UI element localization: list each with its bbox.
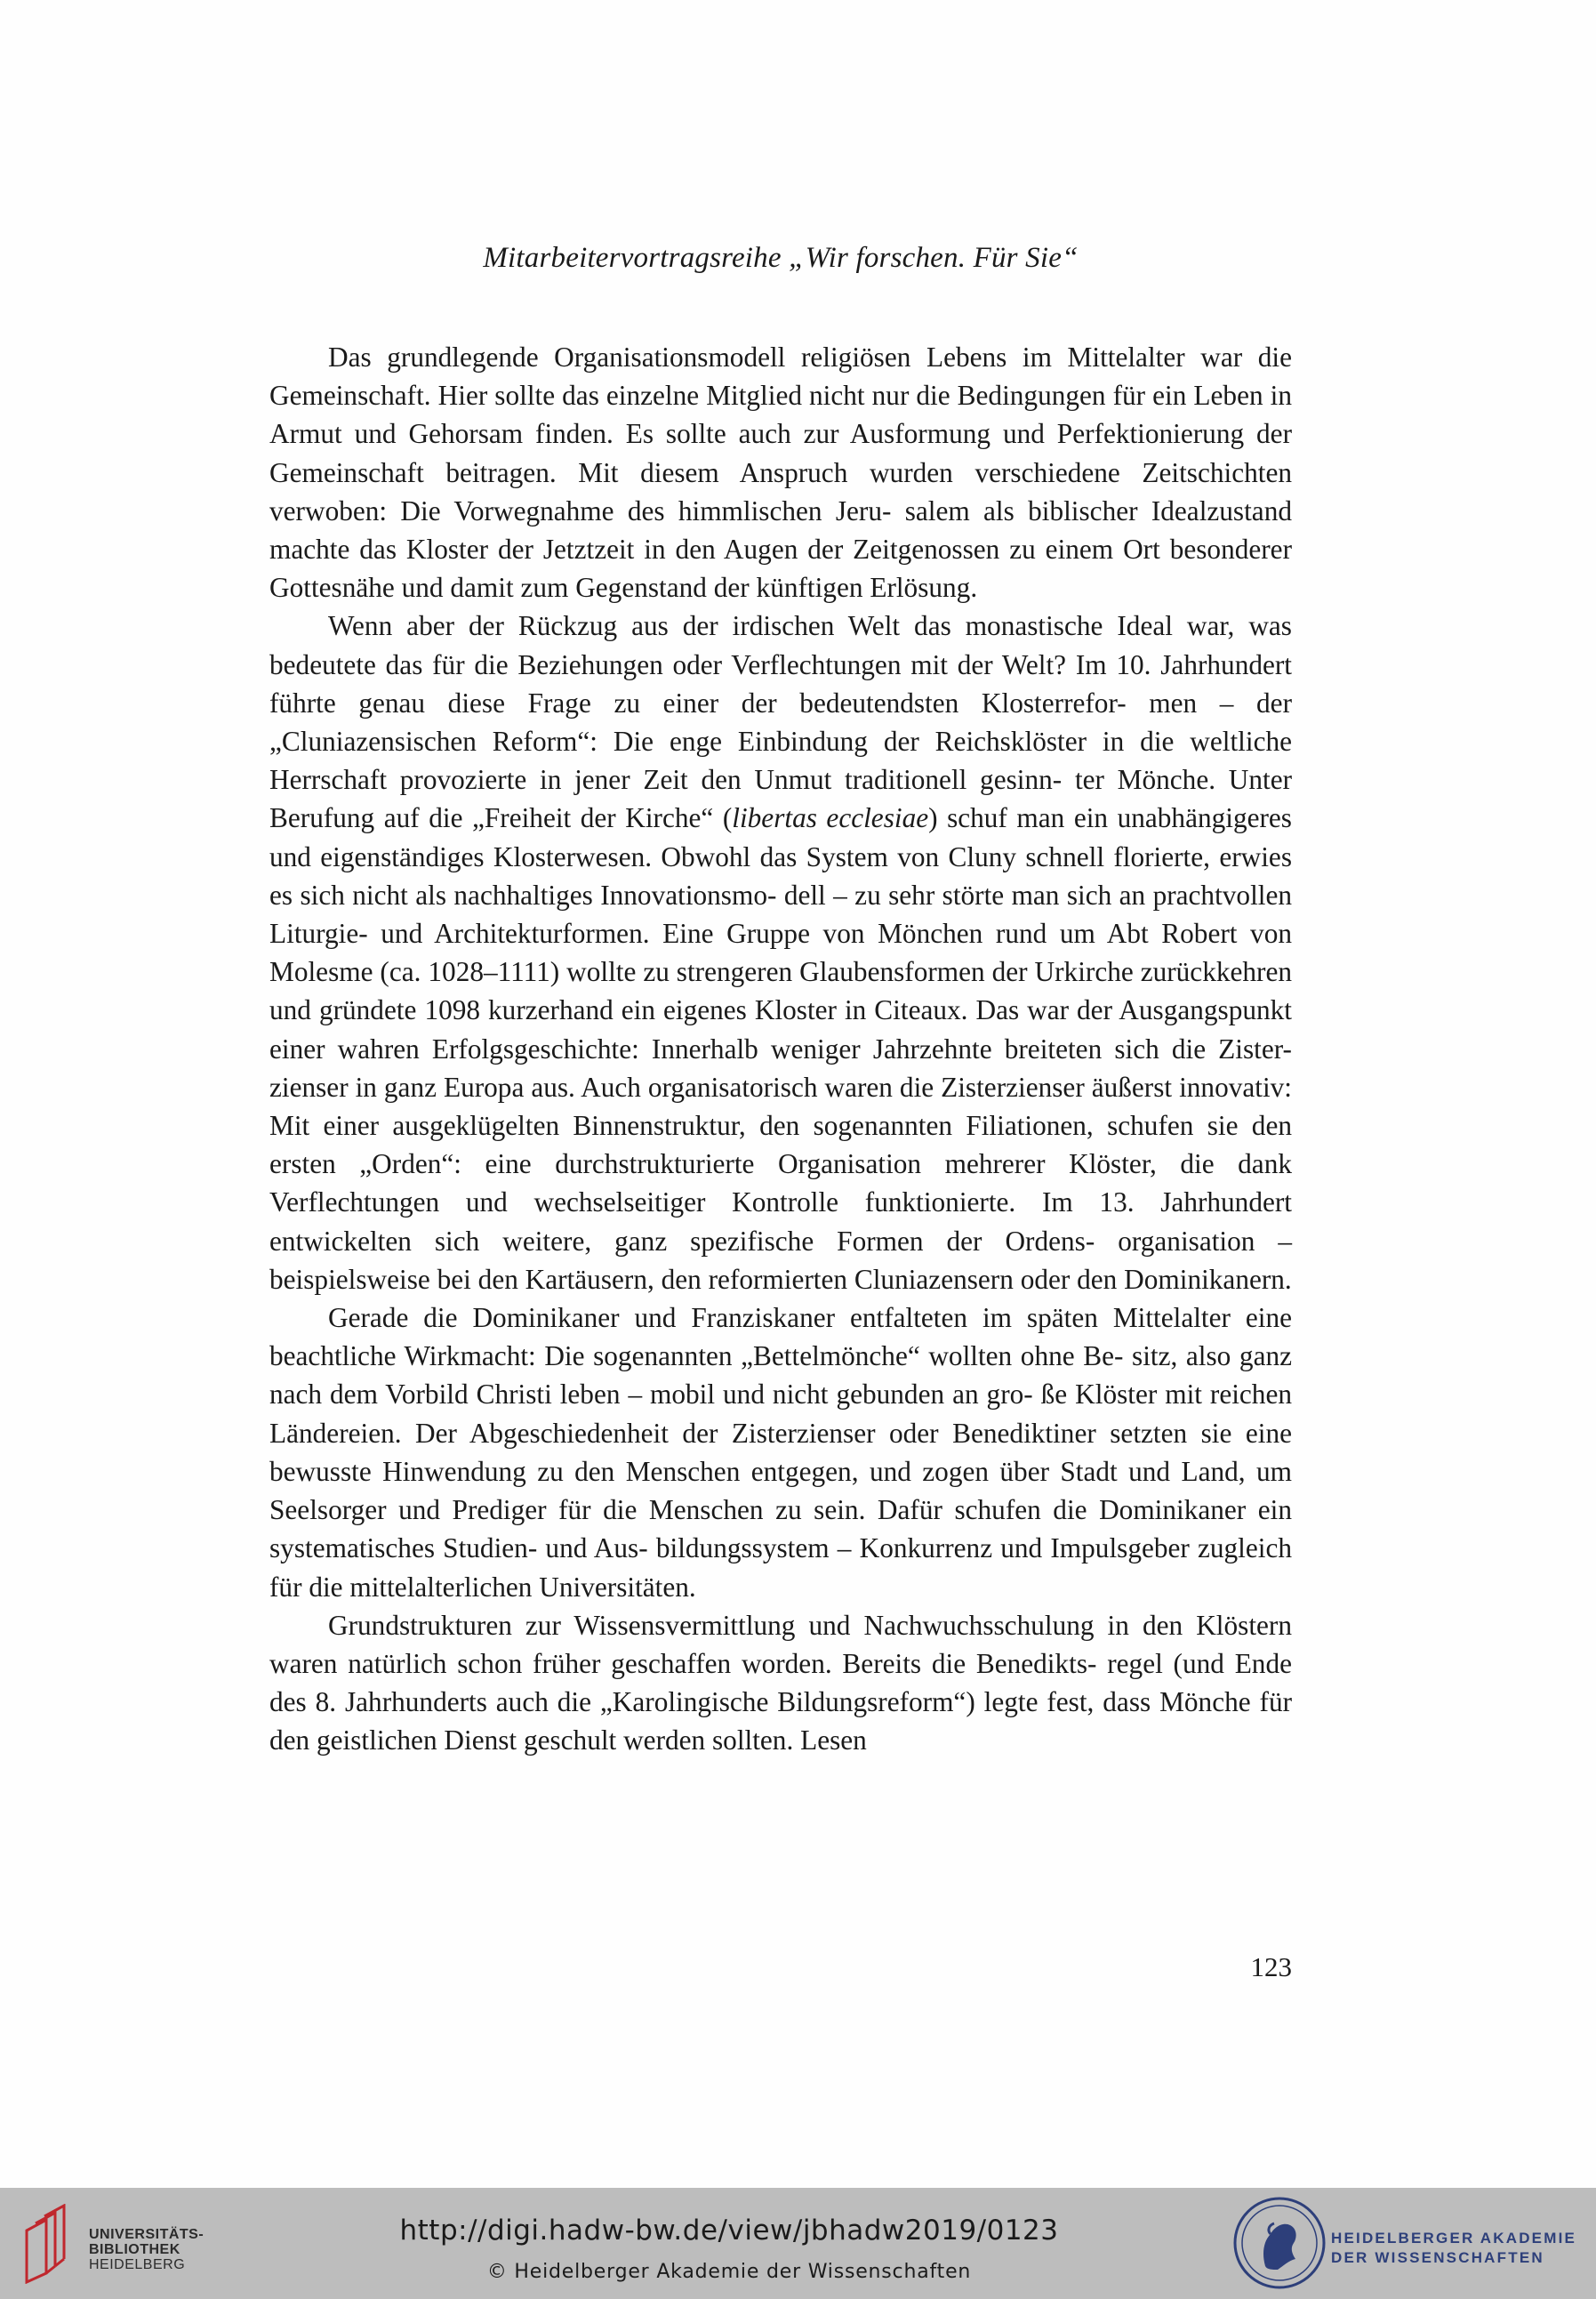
p2-line-7: von Cluny schnell florierte, erwies es sich nicht als nachhaltiges Innovationsmo-: [269, 840, 1292, 911]
p1-line-7: der künftigen Erlösung.: [713, 572, 978, 604]
paragraph-1: [269, 338, 1292, 607]
p2-line-12: wahren Erfolgsgeschichte: Innerhalb weniger Jahrzehnte breiteten sich die Zister-: [337, 1033, 1292, 1065]
p1-line-4: verschiedene Zeitschichten verwoben: Die Vorwegnahme des himmlischen Jeru-: [269, 456, 1293, 527]
p4-line-3: legte fest, dass Mönche für den geistlichen Dienst geschult werden sollten. Lesen: [269, 1686, 1293, 1756]
permalink-url[interactable]: http://digi.hadw-bw.de/view/jbhadw2019/0123: [399, 2215, 1059, 2247]
p3-line-7: bildungssystem – Konkurrenz und Impulsgeber zugleich für die mittelalterlichen: [269, 1532, 1293, 1603]
p2-line-19: oder den Dominikanern.: [1020, 1263, 1292, 1295]
academy-logo-line2: DER WISSENSCHAFTEN: [1331, 2249, 1544, 2266]
p2-line-4: die weltliche Herrschaft provozierte in jener Zeit den Unmut traditionell gesinn-: [269, 726, 1292, 796]
p1-line-1: die Gemeinschaft. Hier sollte das einzelne Mitglied nicht nur die Bedingungen: [269, 342, 1293, 412]
p4-line-1: Klöstern waren natürlich schon früher geschaffen worden. Bereits die Benedikts-: [269, 1609, 1292, 1679]
p2-line-3: men – der „Cluniazensischen Reform“: Die enge Einbindung der Reichsklöster in: [269, 687, 1292, 758]
p3-line-8: Universitäten.: [539, 1571, 696, 1603]
academy-logo-text: [1331, 2229, 1576, 2268]
p1-line-6: Zeitgenossen zu einem Ort besonderer Gottesnähe und damit zum Gegenstand: [269, 534, 1292, 604]
p1-line-3: und Perfektionierung der Gemeinschaft beitragen. Mit diesem Anspruch wurden: [269, 418, 1292, 488]
p3-line-0: Gerade die Dominikaner und Franziskaner entfalteten im späten Mittelalter: [328, 1302, 1231, 1334]
academy-logo[interactable]: [1231, 2195, 1587, 2293]
p3-line-5: und zogen über Stadt und Land, um Seelsorger und Prediger für die Menschen: [269, 1455, 1292, 1526]
p2-line-5-before: ter Mönche. Unter Berufung auf die „Freiheit der Kirche“ (: [269, 764, 1293, 834]
library-logo-text: [89, 2227, 204, 2272]
p2-line-13: zienser in ganz Europa aus. Auch organisatorisch waren die Zisterzienser äußerst: [269, 1071, 1173, 1103]
paragraph-3: [269, 1298, 1292, 1606]
paragraph-4: [269, 1606, 1292, 1760]
p1-line-0: Das grundlegende Organisationsmodell religiösen Lebens im Mittelalter war: [328, 342, 1243, 373]
p2-line-8: dell – zu sehr störte man sich an prachtvollen Liturgie- und Architekturformen.: [269, 879, 1293, 950]
p2-line-14: innovativ: Mit einer ausgeklügelten Binnenstruktur, den sogenannten Filiationen,: [269, 1071, 1292, 1142]
p2-line-6: man ein unabhängigeres und eigenständiges Klosterwesen. Obwohl das System: [269, 802, 1292, 872]
p3-line-3: ße Klöster mit reichen Ländereien. Der Abgeschiedenheit der Zisterzienser oder: [269, 1379, 1292, 1449]
p3-line-1: eine beachtliche Wirkmacht: Die sogenannten „Bettelmönche“ wollten ohne Be-: [269, 1302, 1292, 1372]
p2-line-15: schufen sie den ersten „Orden“: eine durchstrukturierte Organisation mehrerer: [269, 1110, 1292, 1180]
p2-line-17: 13. Jahrhundert entwickelten sich weitere, ganz spezifische Formen der Ordens-: [269, 1186, 1292, 1257]
paragraph-2: [269, 607, 1292, 1298]
p2-line-0: Wenn aber der Rückzug aus der irdischen Welt das monastische Ideal war,: [328, 610, 1235, 642]
p3-line-2: sitz, also ganz nach dem Vorbild Christi leben – mobil und nicht gebunden an gro-: [269, 1340, 1292, 1411]
academy-logo-line1: HEIDELBERGER AKADEMIE: [1331, 2230, 1577, 2247]
page-number: 123: [1250, 1951, 1292, 1982]
p3-line-4: Benediktiner setzten sie eine bewusste Hinwendung zu den Menschen entgegen,: [269, 1417, 1293, 1487]
latin-term: libertas ecclesiae: [732, 802, 929, 834]
p3-line-6: zu sein. Dafür schufen die Dominikaner ein systematisches Studien- und Aus-: [269, 1494, 1292, 1564]
running-head: Mitarbeitervortragsreihe „Wir forschen. Für Sie“: [483, 242, 1079, 274]
p2-line-11: 1098 kurzerhand ein eigenes Kloster in Citeaux. Das war der Ausgangspunkt einer: [269, 994, 1292, 1065]
p1-line-2: für ein Leben in Armut und Gehorsam finden. Es sollte auch zur Ausformung: [269, 380, 1292, 450]
library-logo-line2: BIBLIOTHEK: [89, 2242, 180, 2257]
library-logo-line1: UNIVERSITÄTS-: [89, 2227, 205, 2242]
p2-line-9: Eine Gruppe von Mönchen rund um Abt Robert von Molesme (ca. 1028–1111): [269, 918, 1292, 988]
body-text: [269, 338, 1292, 1760]
p4-line-0: Grundstrukturen zur Wissensvermittlung und Nachwuchsschulung in den: [328, 1609, 1183, 1641]
p2-line-5-after: ) schuf: [928, 802, 1007, 834]
p2-line-1: was bedeutete das für die Beziehungen oder Verflechtungen mit der Welt? Im: [269, 610, 1292, 680]
library-emblem-icon: [20, 2204, 82, 2284]
footer-bar: [0, 2188, 1596, 2299]
p4-line-2: regel (und Ende des 8. Jahrhunderts auch die „Karolingische Bildungsreform“): [269, 1647, 1292, 1718]
p2-line-2: 10. Jahrhundert führte genau diese Frage zu einer der bedeutendsten Klosterrefor-: [269, 648, 1292, 719]
p2-line-10: wollte zu strengeren Glaubensformen der Urkirche zurückkehren und gründete: [269, 956, 1292, 1026]
p1-line-5: salem als biblischer Idealzustand machte das Kloster der Jetztzeit in den Augen der: [269, 494, 1292, 566]
copyright-notice: © Heidelberger Akademie der Wissenschaften: [486, 2261, 972, 2283]
library-logo[interactable]: [20, 2204, 215, 2284]
p2-line-18: organisation – beispielsweise bei den Kartäusern, den reformierten Cluniazensern: [269, 1225, 1293, 1295]
p2-line-16: Klöster, die dank Verflechtungen und wechselseitiger Kontrolle funktionierte. Im: [269, 1148, 1292, 1218]
library-logo-line3: HEIDELBERG: [89, 2257, 186, 2272]
academy-seal-icon: [1231, 2195, 1327, 2291]
